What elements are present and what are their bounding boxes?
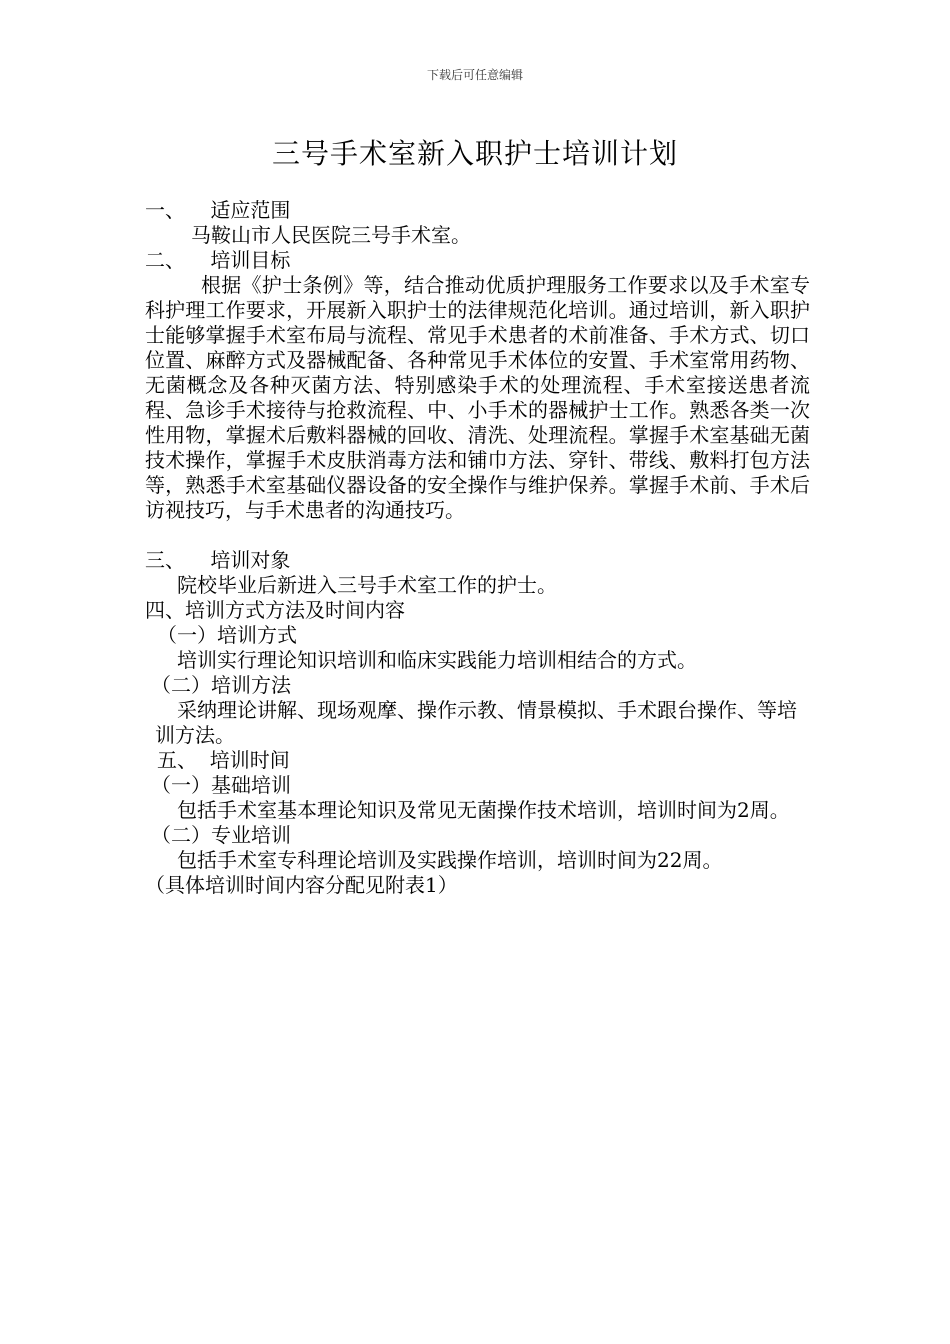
section-heading-scope: 一、 适应范围 [145,198,291,222]
subsection-text-basic-training: 包括手术室基本理论知识及常见无菌操作技术培训，培训时间为2周。 [177,798,790,822]
section-heading-target: 三、 培训对象 [145,548,291,572]
section-text-target: 院校毕业后新进入三号手术室工作的护士。 [177,573,557,597]
section-heading-goals: 二、 培训目标 [145,248,291,272]
section-text-goals: 根据《护士条例》等，结合推动优质护理服务工作要求以及手术室专科护理工作要求，开展新入职护士的法律规范化培训。通过培训，新入职护士能够掌握手术室布局与流程、常见手术患者的术前准备、手术方式、切口位置、麻醉方式及器械配备、各种常见手术体位的安置、手术室常用药物、无菌概念及各种灭菌方法、特别感染手术的处理流程、手术室接送患者流程、急诊手术接待与抢救流程、中、小手术的器械护士工作。熟悉各类一次性用物，掌握术后敷料器械的回收、清洗、处理流程。掌握手术室基础无菌技术操作，掌握手术皮肤消毒方法和铺巾方法、穿针、带线、敷料打包方法等，熟悉手术室基础仪器设备的安全操作与维护保养。掌握手术前、手术后访视技巧，与手术患者的沟通技巧。 [145,273,810,522]
subsection-heading-training-mode: （一）培训方式 [157,623,297,647]
blank-line [145,523,810,548]
subsection-text-training-method: 采纳理论讲解、现场观摩、操作示教、情景模拟、手术跟台操作、等培训方法。 [155,698,797,747]
section-text-scope: 马鞍山市人民医院三号手术室。 [191,223,471,247]
subsection-heading-professional-training: （二）专业培训 [151,823,291,847]
section-heading-duration: 五、 培训时间 [157,748,290,772]
document-title: 三号手术室新入职护士培训计划 [271,137,678,170]
page-header-note: 下载后可任意编辑 [426,68,523,82]
section-heading-methods: 四、培训方式方法及时间内容 [145,598,405,622]
subsection-heading-basic-training: （一）基础培训 [151,773,291,797]
document-body [145,198,810,898]
subsection-text-professional-training: 包括手术室专科理论培训及实践操作培训，培训时间为22周。 [177,848,723,872]
subsection-heading-training-method: （二）培训方法 [151,673,291,697]
subsection-text-training-mode: 培训实行理论知识培训和临床实践能力培训相结合的方式。 [177,648,697,672]
appendix-note: （具体培训时间内容分配见附表1） [145,873,458,897]
